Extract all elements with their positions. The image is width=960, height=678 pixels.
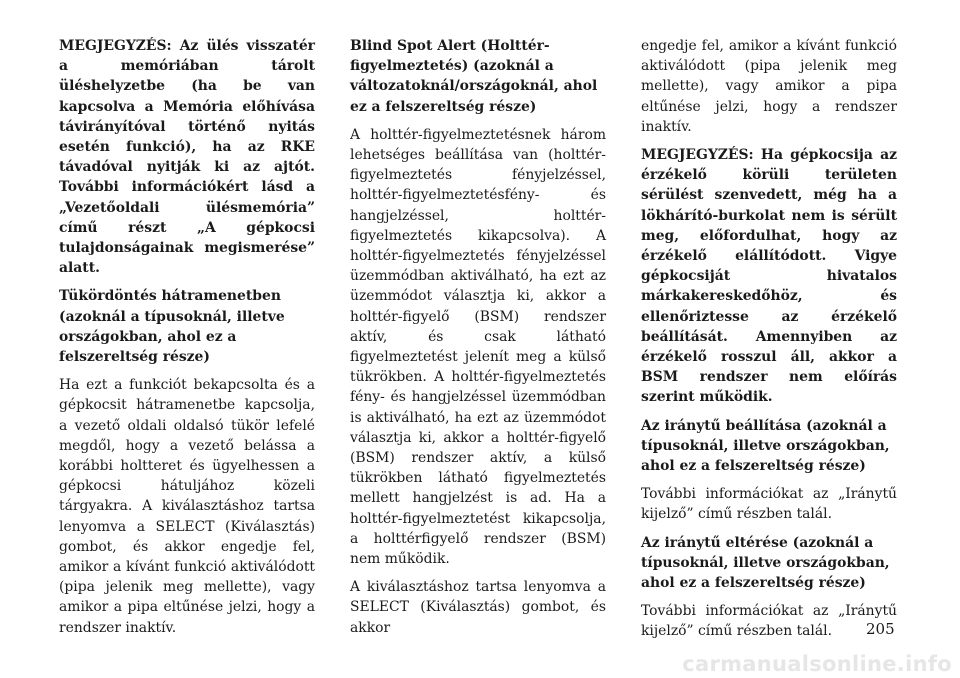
heading-compass-calibration: Az iránytű beállítása (azoknál a típusoknál, illetve országokban, ahol ez a felszereltség része) (641, 417, 890, 475)
paragraph-compass-variance: További információkat az „Iránytű kijelző” című részben talál. (641, 603, 897, 640)
note-seat-memory: MEGJEGYZÉS: Az ülés visszatér a memóriában tárolt üléshelyzetbe (ha be van kapcsolva a Memória előhívása távirányítóval történő nyitás esetén funkció), ha az RKE távadóval nyitják ki az ajtót. További információkért lásd a „Vezetőoldali ülésmemória” című részt „A gépkocsi tulajdonságainak megismerése” alatt. (59, 38, 315, 277)
note-sensor-damage: MEGJEGYZÉS: Ha gépkocsija az érzékelő körüli területen sérülést szenvedett, még ha a lökhárító-burkolat nem is sérült meg, előfordulhat, hogy az érzékelő elállítódott. Vigye gépkocsiját hivatalos márkakereskedőhöz, és ellenőriztesse az érzékelő beállítását. Amennyiben az érzékelő rosszul áll, akkor a BSM rendszer nem előírás szerint működik. (641, 147, 897, 406)
paragraph-blind-spot-settings: A holttér-figyelmeztetésnek három lehetséges beállítása van (holttér-figyelmeztetés fényjelzéssel, holttér-figyelmeztetésfény- és hangjelzéssel, holttér-figyelmeztetés kikapcsolva). A holttér-figyelmeztetés fényjelzéssel üzemmódban aktiválható, ha ezt az üzemmódot választja ki, akkor a holttér-figyelő (BSM) rendszer aktív, és csak látható figyelmeztetést jelenít meg a külső tükrökben. A holttér-figyelmeztetés fény- és hangjelzéssel üzemmódban is aktiválható, ha ezt az üzemmódot választja ki, akkor a holttér-figyelő (BSM) rendszer aktív, a külső tükrökben látható figyelmeztetés mellett hangjelzést is ad. Ha a holttér-figyelmeztetést kikapcsolja, a holttérfigyelő rendszer (BSM) nem működik. (350, 126, 606, 568)
column-left (59, 36, 315, 646)
heading-mirror-tilt: Tükördöntés hátramenetben (azoknál a típusoknál, illetve országokban, ahol ez a felszereltség része) (59, 288, 285, 366)
heading-compass-variance: Az iránytű eltérése (azoknál a típusoknál, illetve országokban, ahol ez a felszereltség része) (641, 534, 890, 592)
paragraph-release-select: engedje fel, amikor a kívánt funkció aktiválódott (pipa jelenik meg mellette), vagy amikor a pipa eltűnése jelzi, hogy a rendszer inaktív. (641, 38, 897, 135)
paragraph-blind-spot-select: A kiválasztáshoz tartsa lenyomva a SELECT (Kiválasztás) gombot, és akkor (350, 579, 606, 636)
column-right (641, 36, 897, 650)
watermark: carmanualsonline.info (682, 652, 952, 676)
heading-blind-spot-alert: Blind Spot Alert (Holttér-figyelmeztetés) (azoknál a változatoknál/országoknál, ahol ez a felszereltség része) (350, 38, 598, 115)
paragraph-mirror-tilt: Ha ezt a funkciót bekapcsolta és a gépkocsit hátramenetbe kapcsolja, a vezető oldali oldalsó tükör lefelé megdől, hogy a vezető belássa a korábbi holtteret és ügyelhessen a gépkocsi hátuljához közeli tárgyakra. A kiválasztáshoz tartsa lenyomva a SELECT (Kiválasztás) gombot, és akkor engedje fel, amikor a kívánt funkció aktiválódott (pipa jelenik meg mellette), vagy amikor a pipa eltűnése jelzi, hogy a rendszer inaktív. (59, 377, 315, 636)
paragraph-compass-calibration: További információkat az „Iránytű kijelző” című részben talál. (641, 486, 897, 523)
page-number: 205 (866, 620, 895, 638)
column-middle (350, 36, 606, 646)
